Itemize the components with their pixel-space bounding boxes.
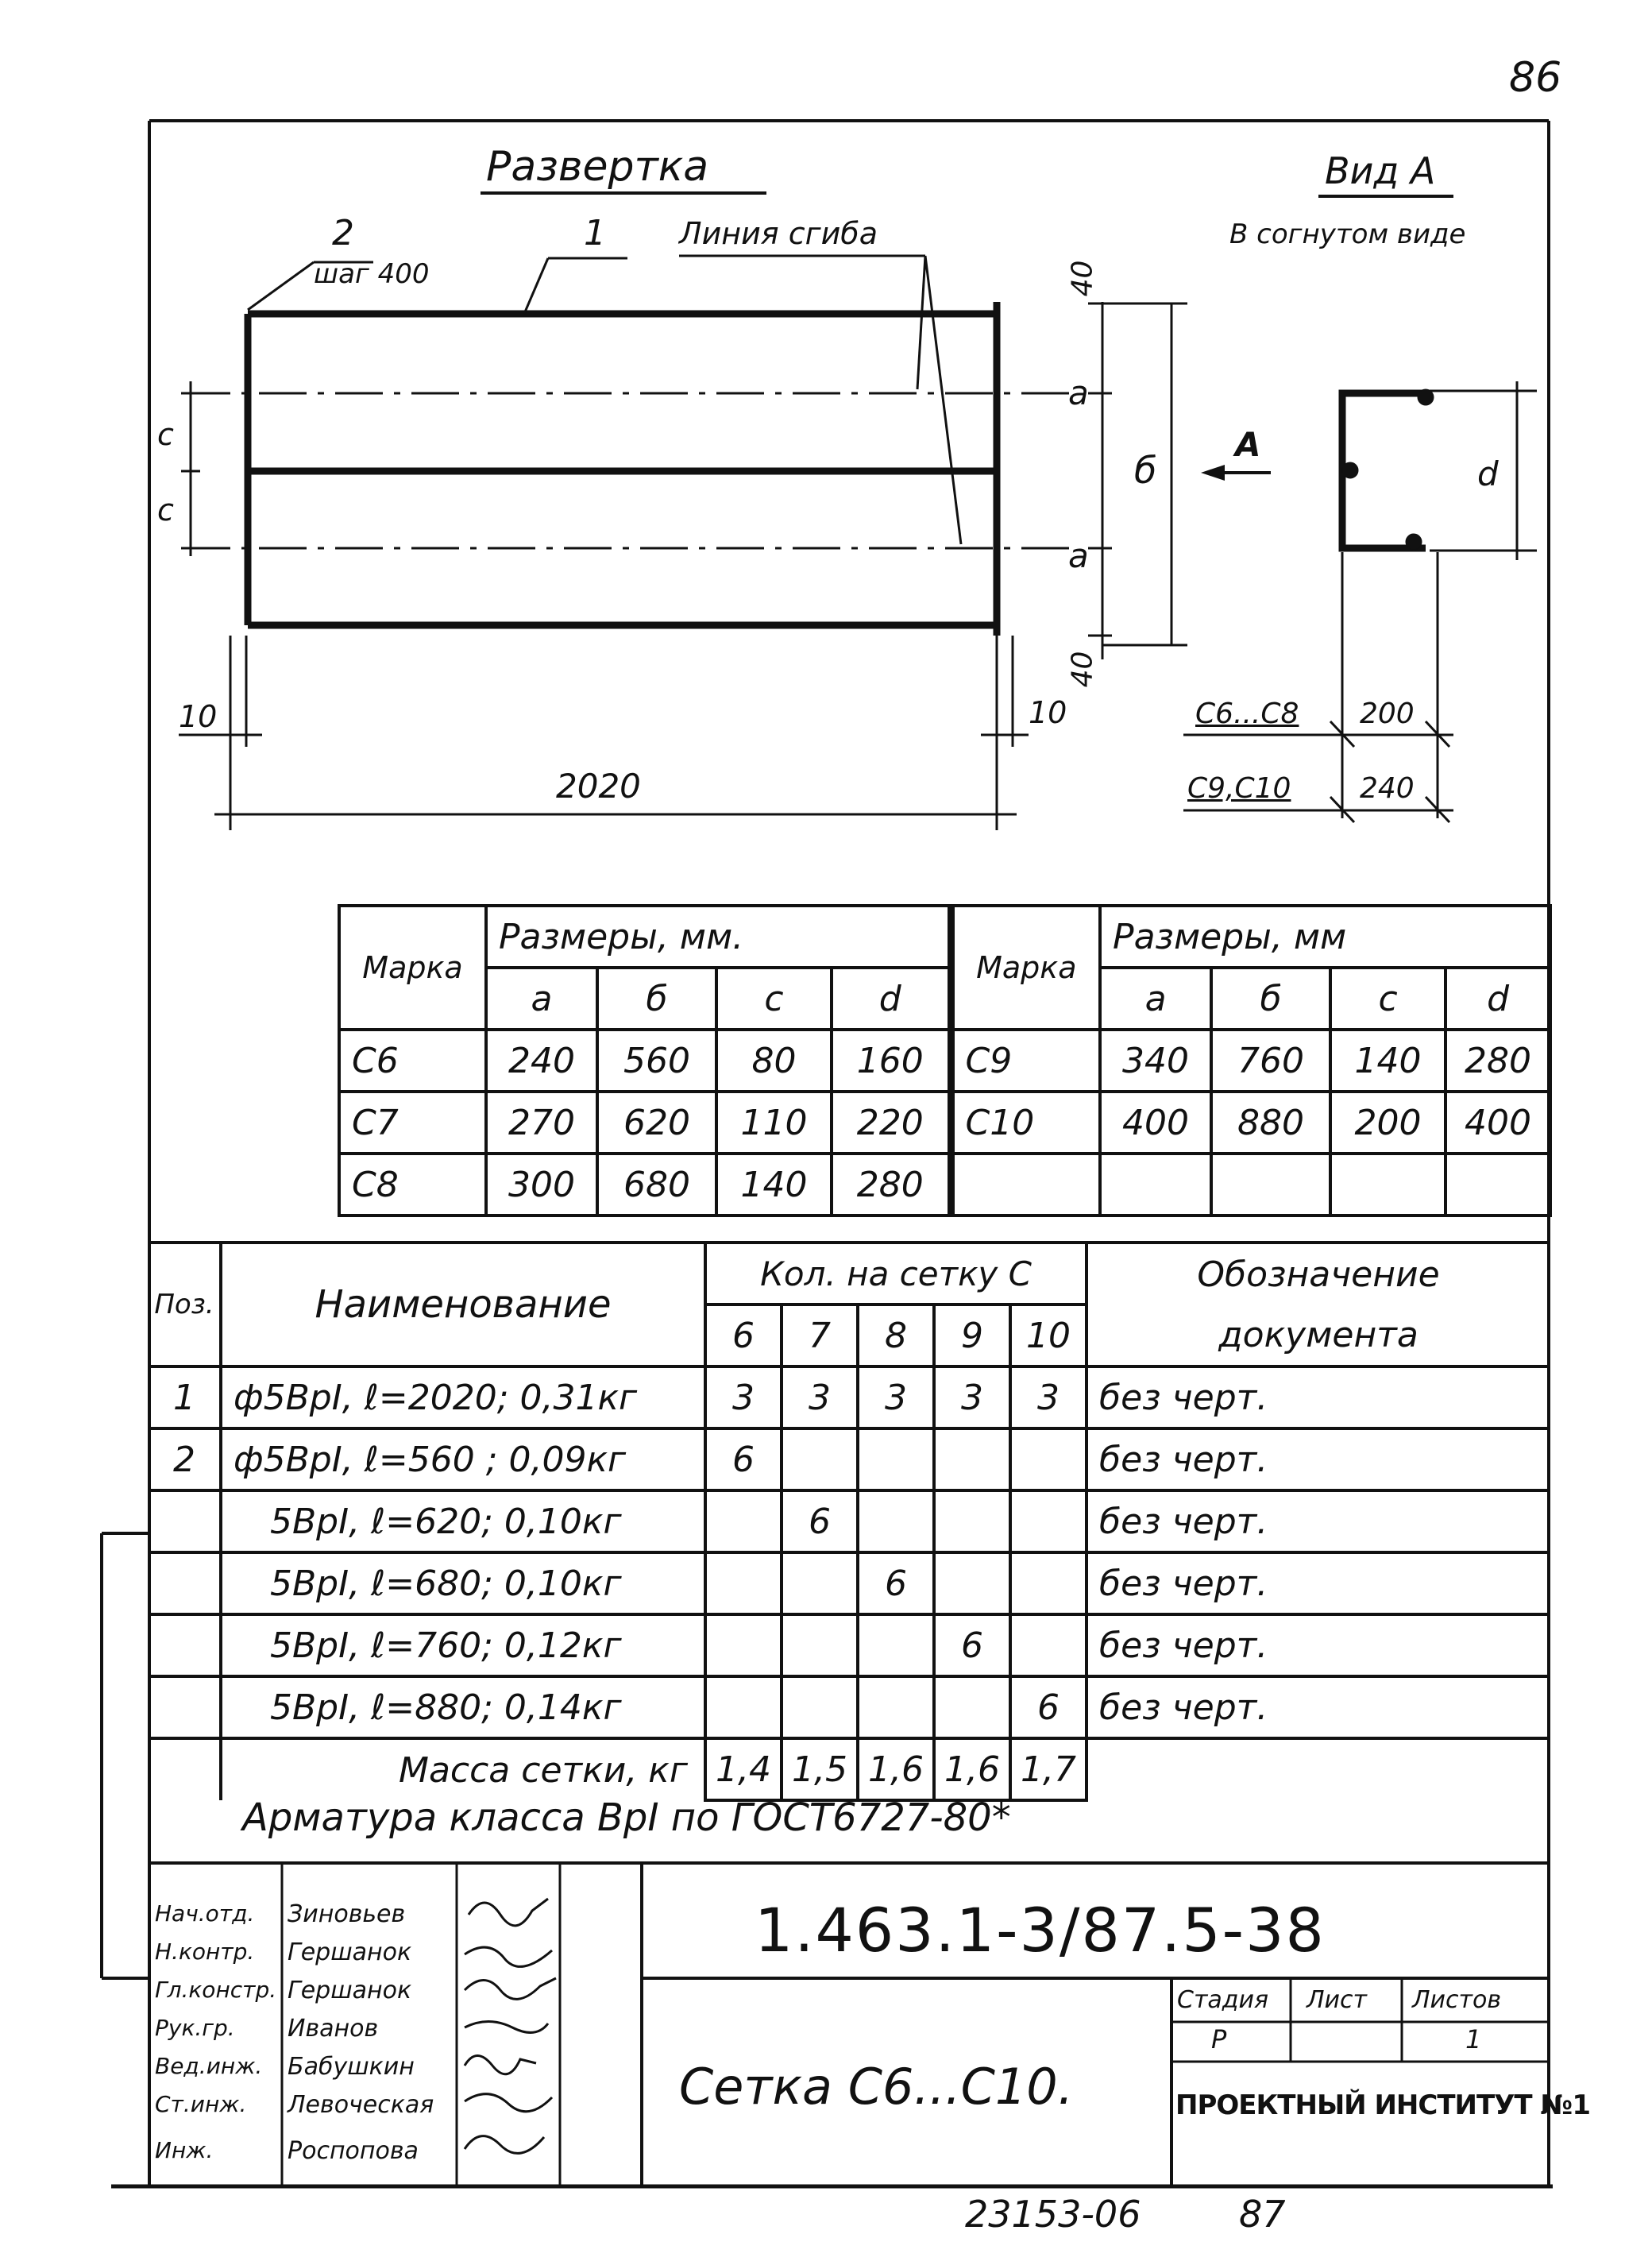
pos-header: Поз. (149, 1243, 221, 1366)
cell-qty: 3 (782, 1366, 858, 1428)
dim-10-left: 10 (179, 699, 218, 734)
cell-qty: 6 (782, 1490, 858, 1552)
sig-role: Инж. (155, 2137, 214, 2163)
cell-name: ф5ВрI, ℓ=560 ; 0,09кг (221, 1428, 705, 1490)
qty-col: 9 (934, 1305, 1010, 1366)
sig-role: Н.контр. (155, 1938, 255, 1965)
cell-c: 140 (716, 1154, 832, 1216)
c6c8-label: С6...С8 (1195, 698, 1299, 730)
unfolded-title: Развертка (486, 143, 709, 191)
cell-a: 300 (486, 1154, 597, 1216)
mass-value: 1,6 (934, 1738, 1010, 1800)
cell-doc: без черт. (1087, 1676, 1549, 1738)
sig-name: Гершанок (288, 1938, 412, 1966)
sheet-header: Лист (1307, 1986, 1368, 2014)
c6c8-value: 200 (1360, 698, 1415, 730)
cell-mark: С8 (339, 1154, 486, 1216)
cell-qty: 3 (1010, 1366, 1087, 1428)
col-b-right: б (1211, 968, 1330, 1030)
sig-name: Бабушкин (288, 2053, 415, 2081)
col-d-right: d (1446, 968, 1550, 1030)
cell-c: 110 (716, 1092, 832, 1154)
sheets-value: 1 (1465, 2024, 1482, 2054)
cell-name: 5ВрI, ℓ=760; 0,12кг (221, 1614, 705, 1676)
cell-qty: 3 (858, 1366, 934, 1428)
cell-mark: С9 (951, 1030, 1100, 1092)
footer-number: 87 (1239, 2193, 1286, 2236)
sig-name: Гершанок (288, 1977, 412, 2004)
cell-qty: 3 (705, 1366, 782, 1428)
cell-a: 340 (1100, 1030, 1211, 1092)
cell-qty: 6 (705, 1428, 782, 1490)
cell-mark: С10 (951, 1092, 1100, 1154)
dim-a1: а (1068, 373, 1089, 412)
col-d: d (832, 968, 951, 1030)
cell-pos: 2 (149, 1428, 221, 1490)
cell-doc: без черт. (1087, 1428, 1549, 1490)
cell-b: 680 (597, 1154, 716, 1216)
c9c10-label: С9,С10 (1187, 772, 1291, 805)
view-subtitle: В согнутом виде (1229, 218, 1466, 250)
sig-role: Нач.отд. (155, 1900, 255, 1927)
col-c-right: с (1330, 968, 1446, 1030)
cell-mark: С7 (339, 1092, 486, 1154)
cell-b: 620 (597, 1092, 716, 1154)
doc-header-1: Обозначение (1087, 1243, 1549, 1305)
cell-qty: 6 (934, 1614, 1010, 1676)
cell-doc: без черт. (1087, 1552, 1549, 1614)
cell-qty: 3 (934, 1366, 1010, 1428)
cell-name: 5ВрI, ℓ=620; 0,10кг (221, 1490, 705, 1552)
dim-40-top: 40 (1066, 260, 1099, 297)
cell-qty: 6 (858, 1552, 934, 1614)
dim-2020: 2020 (556, 767, 641, 806)
sig-name: Зиновьев (288, 1900, 406, 1928)
stage-header: Стадия (1177, 1986, 1269, 2014)
cell-qty: 6 (1010, 1676, 1087, 1738)
sig-name: Роспопова (288, 2137, 419, 2165)
dim-a2: а (1068, 536, 1089, 575)
col-b: б (597, 968, 716, 1030)
mass-label: Масса сетки, кг (221, 1738, 705, 1800)
mark-header: Марка (339, 906, 486, 1030)
document-code: 1.463.1-3/87.5-38 (755, 1895, 1326, 1965)
cell-a: 270 (486, 1092, 597, 1154)
cell-mark: С6 (339, 1030, 486, 1092)
col-a: а (486, 968, 597, 1030)
view-dim-d: d (1477, 454, 1499, 493)
cell-name: ф5ВрI, ℓ=2020; 0,31кг (221, 1366, 705, 1428)
cell-d: 220 (832, 1092, 951, 1154)
cell-d: 280 (1446, 1030, 1550, 1092)
mark-header-right: Марка (951, 906, 1100, 1030)
cell-c: 80 (716, 1030, 832, 1092)
cell-a: 240 (486, 1030, 597, 1092)
cell-d: 400 (1446, 1092, 1550, 1154)
dim-40-bottom: 40 (1066, 651, 1099, 688)
qty-col: 8 (858, 1305, 934, 1366)
c9c10-value: 240 (1360, 772, 1415, 805)
qty-col: 10 (1010, 1305, 1087, 1366)
cell-doc: без черт. (1087, 1490, 1549, 1552)
sizes-header-right: Размеры, мм (1100, 906, 1550, 968)
cell-d: 280 (832, 1154, 951, 1216)
page-number: 86 (1509, 54, 1562, 102)
view-title: Вид А (1325, 149, 1436, 192)
sig-role: Вед.инж. (155, 2053, 263, 2079)
dim-c1: с (157, 417, 174, 452)
cell-b: 560 (597, 1030, 716, 1092)
mass-value: 1,5 (782, 1738, 858, 1800)
cell-doc: без черт. (1087, 1366, 1549, 1428)
mass-value: 1,4 (705, 1738, 782, 1800)
stage-value: Р (1211, 2024, 1227, 2054)
col-c: с (716, 968, 832, 1030)
dim-b: б (1134, 449, 1157, 492)
sig-role: Рук.гр. (155, 2015, 235, 2041)
qty-col: 6 (705, 1305, 782, 1366)
qty-header: Кол. на сетку С (705, 1243, 1087, 1305)
callout-1: 1 (584, 213, 606, 253)
sig-name: Левоческая (288, 2091, 434, 2119)
sig-role: Ст.инж. (155, 2091, 247, 2117)
mass-value: 1,7 (1010, 1738, 1087, 1800)
cell-b: 880 (1211, 1092, 1330, 1154)
sheet-title: Сетка С6...С10. (679, 2058, 1074, 2116)
callout-2: 2 (332, 213, 354, 253)
sheets-header: Листов (1412, 1986, 1502, 2014)
cell-name: 5ВрI, ℓ=680; 0,10кг (221, 1552, 705, 1614)
callout-2-note: шаг 400 (314, 258, 430, 290)
mass-value: 1,6 (858, 1738, 934, 1800)
cell-a: 400 (1100, 1092, 1211, 1154)
dim-c2: с (157, 493, 174, 528)
cell-pos: 1 (149, 1366, 221, 1428)
cell-d: 160 (832, 1030, 951, 1092)
col-a-right: а (1100, 968, 1211, 1030)
organization: ПРОЕКТНЫЙ ИНСТИТУТ №1 (1175, 2089, 1590, 2121)
cell-b: 760 (1211, 1030, 1330, 1092)
doc-header-2: документа (1087, 1305, 1549, 1366)
qty-col: 7 (782, 1305, 858, 1366)
sig-name: Иванов (288, 2015, 379, 2043)
sig-role: Гл.констр. (155, 1977, 277, 2003)
dim-10-right: 10 (1029, 695, 1067, 730)
cell-name: 5ВрI, ℓ=880; 0,14кг (221, 1676, 705, 1738)
view-arrow-label: А (1235, 425, 1261, 464)
cell-c: 200 (1330, 1092, 1446, 1154)
inventory-number: 23153-06 (965, 2193, 1141, 2236)
name-header: Наименование (221, 1243, 705, 1366)
bend-line-label: Линия сгиба (679, 216, 878, 251)
cell-c: 140 (1330, 1030, 1446, 1092)
reinforcement-note: Арматура класса ВрI по ГОСТ6727-80* (242, 1795, 1011, 1840)
cell-doc: без черт. (1087, 1614, 1549, 1676)
sizes-header-left: Размеры, мм. (486, 906, 951, 968)
